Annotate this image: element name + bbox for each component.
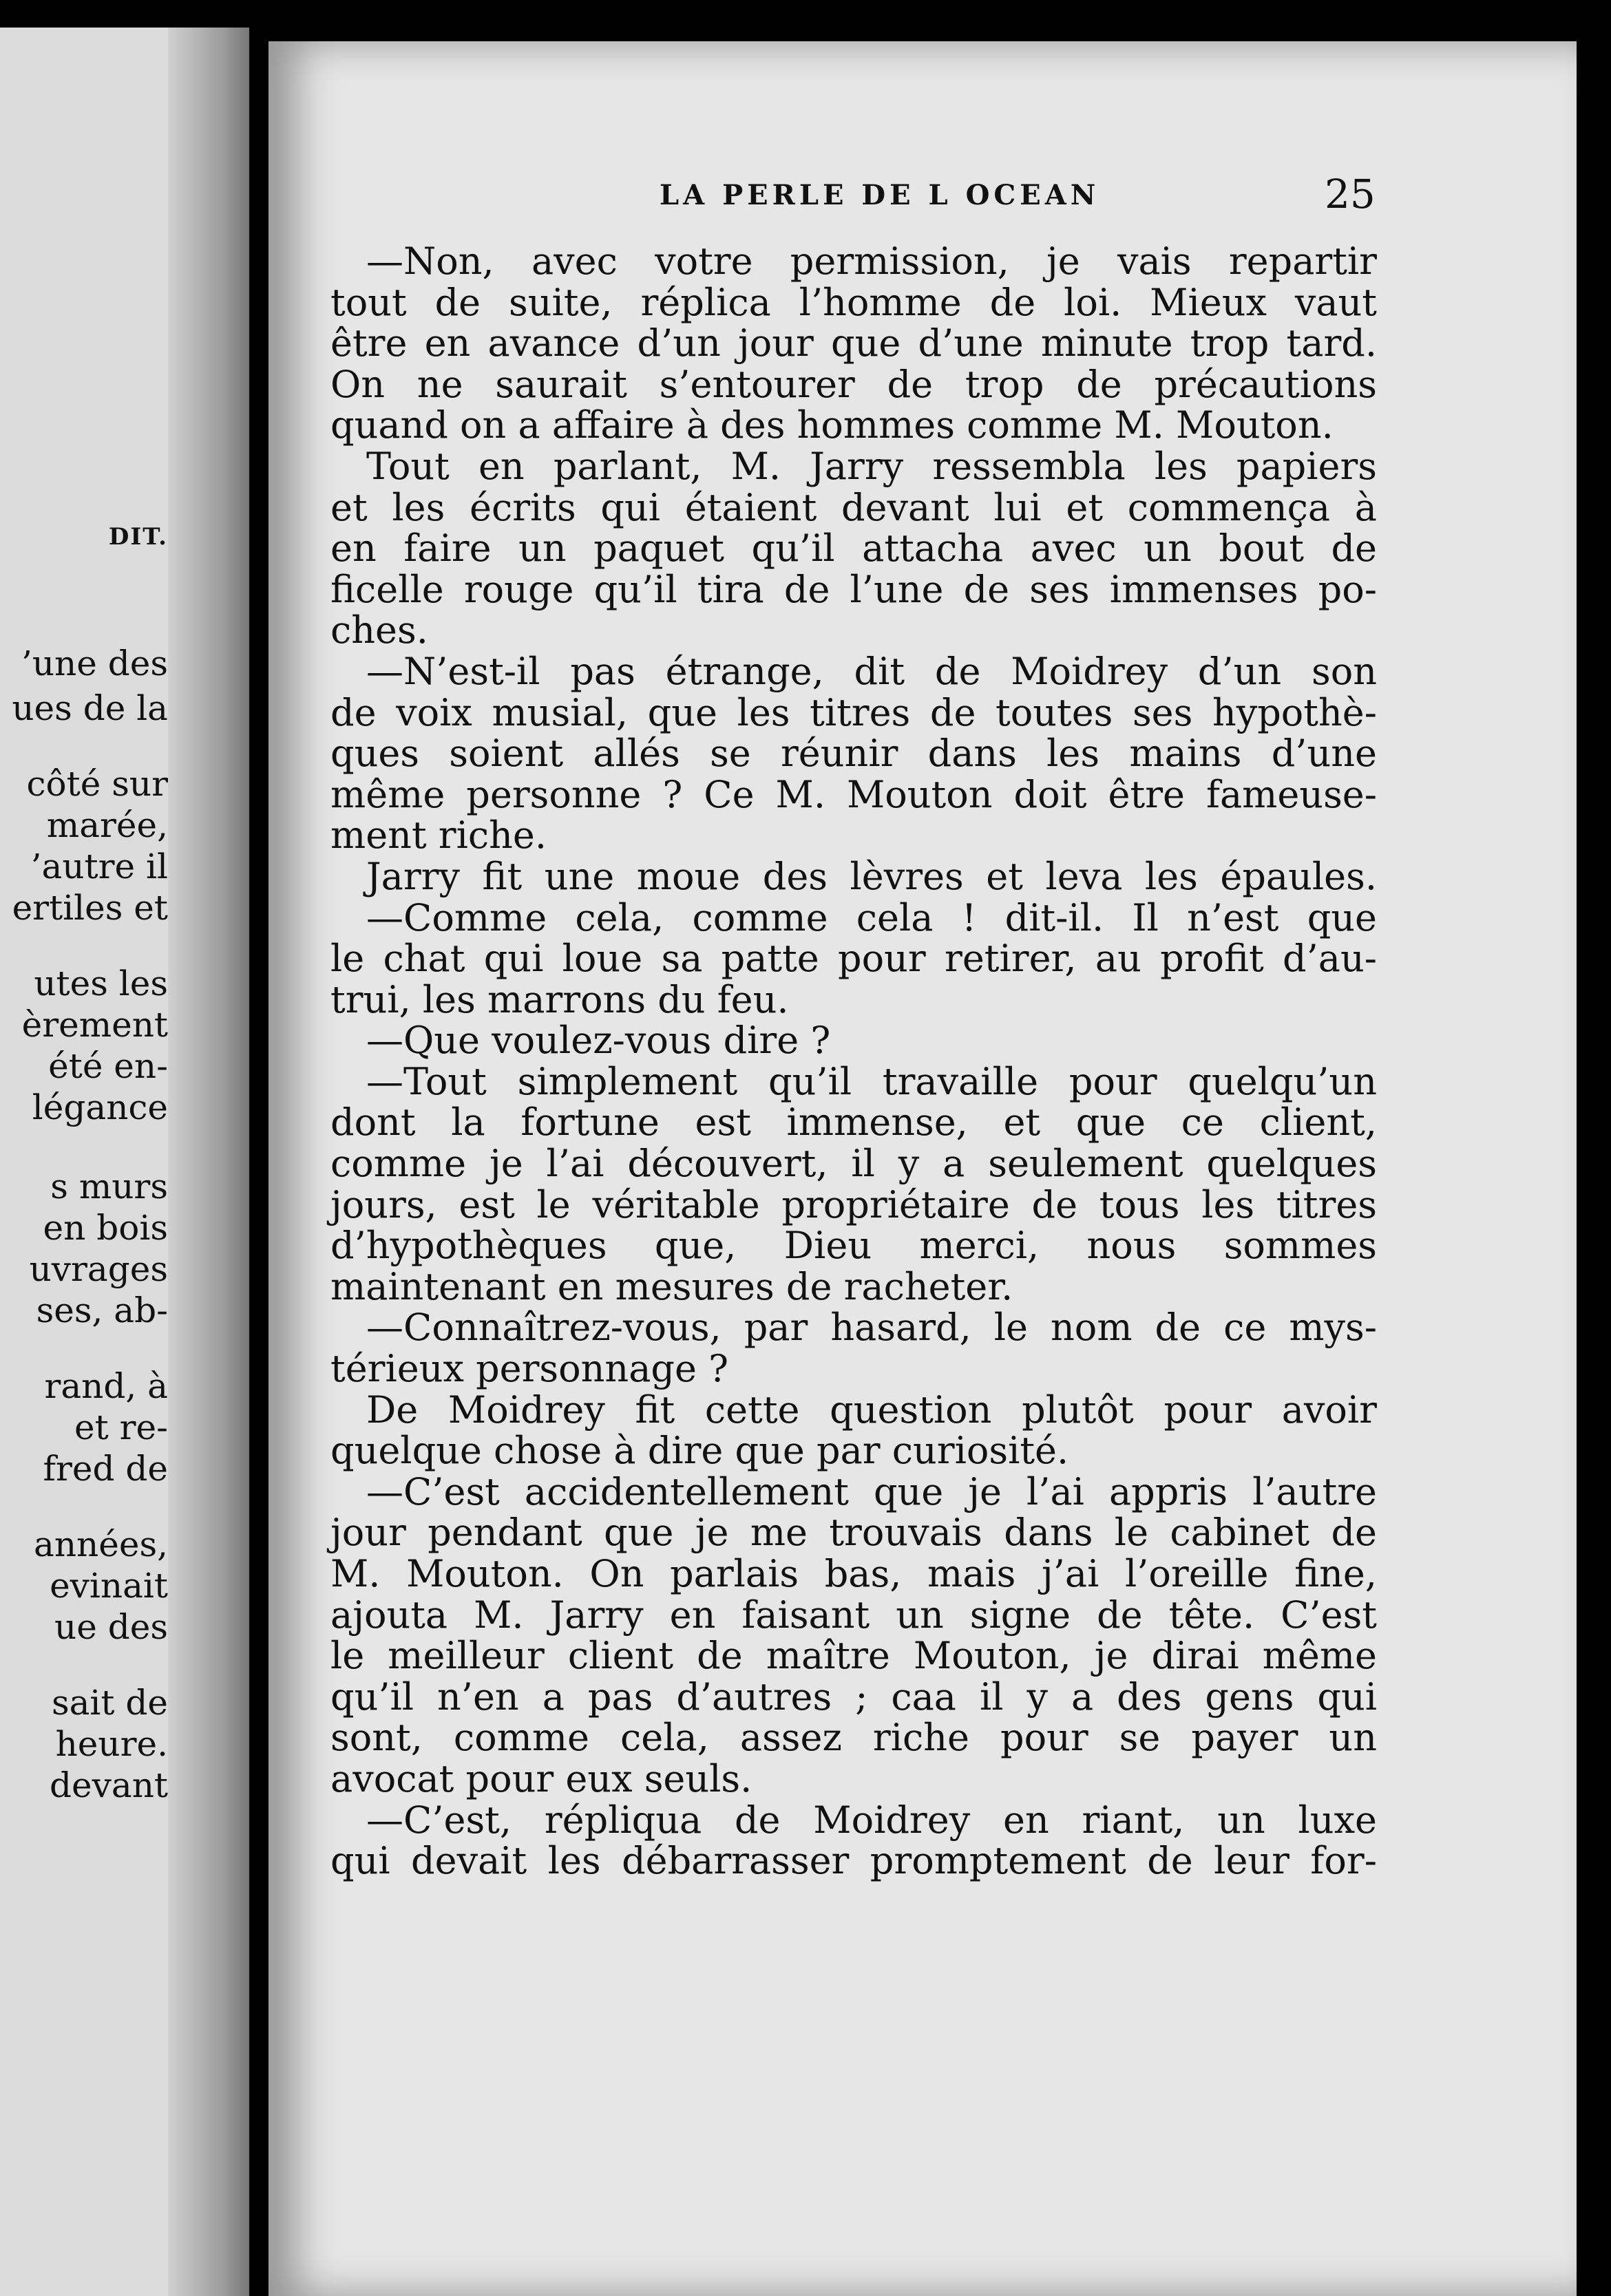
previous-page-text-fragment: années,: [34, 1524, 168, 1564]
previous-page-text-fragment: ues de la: [12, 688, 168, 728]
text-line: maintenant en mesures de racheter.: [330, 1264, 1013, 1308]
previous-page-text-fragment: devant: [50, 1765, 168, 1805]
text-line: —Tout simplement qu’il travaille pour quelqu’un: [366, 1059, 1377, 1103]
text-line: —C’est accidentellement que je l’ai appris l’autre: [366, 1469, 1377, 1513]
page: [268, 41, 1577, 2296]
text-line: le chat qui loue sa patte pour retirer, au profit d’au-: [330, 937, 1377, 981]
previous-page-text-fragment: evinait: [50, 1566, 168, 1606]
text-line: —Que voulez-vous dire ?: [366, 1019, 831, 1063]
previous-page-text-fragment: heure.: [55, 1724, 168, 1764]
previous-page-fragment: [0, 28, 249, 2296]
text-line: et les écrits qui étaient devant lui et commença à: [330, 485, 1377, 529]
previous-page-text-fragment: rand, à: [44, 1366, 168, 1406]
text-line: —Connaîtrez-vous, par hasard, le nom de ce mys-: [366, 1306, 1377, 1350]
text-line: —N’est-il pas étrange, dit de Moidrey d’un son: [366, 649, 1377, 693]
text-line: avocat pour eux seuls.: [330, 1756, 752, 1800]
previous-page-text-fragment: été en-: [48, 1046, 168, 1086]
text-line: trui, les marrons du feu.: [330, 977, 789, 1021]
text-line: en faire un paquet qu’il attacha avec un bout de: [330, 527, 1377, 571]
text-line: —C’est, répliqua de Moidrey en riant, un luxe: [366, 1798, 1377, 1842]
text-line: qui devait les débarrasser promptement de leur for-: [330, 1839, 1377, 1883]
text-line: On ne saurait s’entourer de trop de précautions: [330, 362, 1377, 406]
text-line: ches.: [330, 608, 428, 652]
text-line: de voix musial, que les titres de toutes ses hypothè-: [330, 690, 1377, 734]
page-gutter-shadow: [168, 28, 249, 2296]
text-line: De Moidrey fit cette question plutôt pour avoir: [366, 1388, 1377, 1432]
running-title: LA PERLE DE L OCEAN: [660, 179, 1100, 211]
text-line: —Non, avec votre permission, je vais repartir: [366, 240, 1377, 283]
previous-page-text-fragment: ses, ab-: [36, 1290, 168, 1330]
previous-page-text-fragment: DIT.: [108, 523, 168, 551]
text-line: ajouta M. Jarry en faisant un signe de tête. C’est: [330, 1593, 1377, 1637]
text-line: térieux personnage ?: [330, 1347, 729, 1391]
text-line: —Comme cela, comme cela ! dit-il. Il n’est que: [366, 895, 1377, 939]
text-line: être en avance d’un jour que d’une minute trop tard.: [330, 321, 1377, 365]
previous-page-text-fragment: fred de: [43, 1449, 168, 1489]
previous-page-text-fragment: côté sur: [26, 764, 168, 804]
previous-page-text-fragment: ue des: [54, 1607, 168, 1647]
text-line: dont la fortune est immense, et que ce client,: [330, 1101, 1377, 1145]
text-line: M. Mouton. On parlais bas, mais j’ai l’oreille fine,: [330, 1552, 1377, 1595]
previous-page-text-fragment: et re-: [74, 1407, 168, 1447]
page-number: 25: [1325, 171, 1376, 217]
text-line: le meilleur client de maître Mouton, je dirai même: [330, 1634, 1377, 1678]
previous-page-text-fragment: s murs: [50, 1167, 168, 1207]
previous-page-text-fragment: utes les: [34, 964, 168, 1003]
text-line: ficelle rouge qu’il tira de l’une de ses immenses po-: [330, 567, 1377, 611]
text-line: sont, comme cela, assez riche pour se payer un: [330, 1716, 1377, 1760]
text-line: Jarry fit une moue des lèvres et leva les épaules.: [366, 854, 1377, 898]
text-line: qu’il n’en a pas d’autres ; caa il y a des gens qui: [330, 1675, 1377, 1719]
previous-page-text-fragment: marée,: [46, 805, 168, 845]
previous-page-text-fragment: légance: [32, 1087, 168, 1127]
running-head: [268, 171, 1577, 234]
text-line: Tout en parlant, M. Jarry ressembla les papiers: [366, 444, 1377, 488]
previous-page-text-fragment: ’autre il: [30, 847, 168, 886]
previous-page-text-fragment: ertiles et: [12, 888, 168, 928]
text-line: quelque chose à dire que par curiosité.: [330, 1429, 1069, 1473]
text-line: tout de suite, réplica l’homme de loi. Mieux vaut: [330, 280, 1377, 324]
text-line: jour pendant que je me trouvais dans le cabinet de: [330, 1511, 1377, 1555]
previous-page-text-fragment: èrement: [21, 1005, 168, 1045]
text-line: quand on a affaire à des hommes comme M. Mouton.: [330, 403, 1334, 447]
text-line: ment riche.: [330, 814, 547, 858]
text-line: ques soient allés se réunir dans les mains d’une: [330, 732, 1377, 776]
text-line: comme je l’ai découvert, il y a seulement quelques: [330, 1142, 1377, 1186]
text-line: même personne ? Ce M. Mouton doit être fameuse-: [330, 772, 1377, 816]
text-line: d’hypothèques que, Dieu merci, nous sommes: [330, 1224, 1377, 1268]
body-text: [330, 241, 1377, 1882]
previous-page-text-fragment: ’une des: [21, 644, 168, 683]
previous-page-text-fragment: uvrages: [29, 1249, 168, 1289]
text-line: jours, est le véritable propriétaire de tous les titres: [330, 1182, 1377, 1226]
previous-page-text-fragment: sait de: [51, 1683, 168, 1723]
previous-page-text-fragment: en bois: [43, 1208, 168, 1248]
